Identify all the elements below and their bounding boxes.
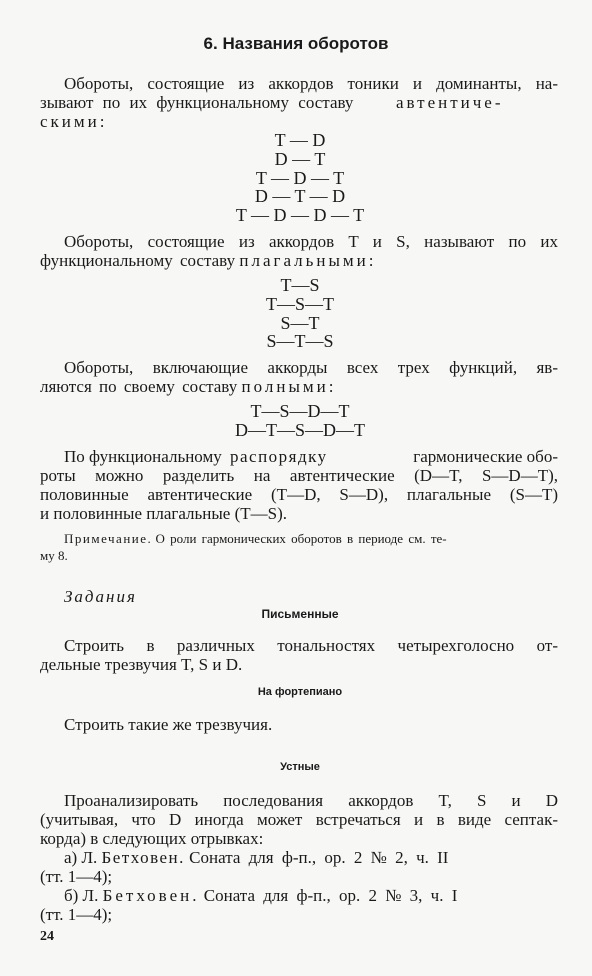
paragraph-authentic-line-2 <box>40 93 558 112</box>
piano-heading: На фортепиано <box>257 686 343 698</box>
oral-item-a-bars: (тт. 1—4); <box>40 867 113 886</box>
formula-plagal-1: T—S <box>280 275 320 295</box>
oral-item-a-prefix: а) Л. <box>64 848 98 867</box>
term-plagal: плагальными: <box>239 251 377 270</box>
formula-authentic-2: D — T <box>274 149 326 169</box>
note-text: О роли гармонических оборотов в периоде см. те- <box>155 531 447 546</box>
tasks-heading: Задания <box>64 587 137 606</box>
formula-authentic-1: T — D <box>274 130 326 150</box>
written-line-2: дельные трезвучия T, S и D. <box>40 655 243 674</box>
paragraph-full-line-2 <box>40 377 336 396</box>
oral-line-1: Проанализировать последования аккордов T, S и D <box>64 791 558 810</box>
page-number: 24 <box>40 929 54 944</box>
paragraph-order-text-a: По функциональному <box>64 447 222 466</box>
paragraph-order-line-4: и половинные плагальные (T—S). <box>40 504 287 523</box>
paragraph-plagal-line-2 <box>40 251 377 270</box>
written-heading: Письменные <box>261 607 339 621</box>
paragraph-order-line-3: половинные автентические (T—D, S—D), плагальные (S—T) <box>40 485 558 504</box>
oral-line-3: корда) в следующих отрывках: <box>40 829 264 848</box>
oral-heading: Устные <box>280 761 320 773</box>
oral-item-b-composer: Бетховен. <box>102 886 200 905</box>
oral-item-a <box>64 848 558 867</box>
paragraph-full-text: ляются по своему составу <box>40 377 238 396</box>
term-authentic: автентиче- <box>396 93 504 112</box>
paragraph-authentic-line-1: Обороты, состоящие из аккордов тоники и доминанты, на- <box>64 74 558 93</box>
piano-line-1: Строить такие же трезвучия. <box>64 715 273 734</box>
note-line-1 <box>64 531 558 547</box>
formula-plagal-4: S—T—S <box>266 331 334 351</box>
formula-full-1: T—S—D—T <box>250 401 350 421</box>
formula-full-2: D—T—S—D—T <box>235 420 365 440</box>
term-full: полными: <box>241 377 337 396</box>
formula-authentic-3: T — D — T <box>255 168 345 188</box>
oral-line-2: (учитывая, что D иногда может встречаться и в виде септак- <box>40 810 558 829</box>
oral-item-a-work: Соната для ф-п., ор. 2 № 2, ч. II <box>189 848 449 867</box>
written-line-1: Строить в различных тональностях четырехголосно от- <box>64 636 558 655</box>
formula-authentic-4: D — T — D <box>254 186 346 206</box>
oral-item-a-composer: Бетховен. <box>101 848 185 867</box>
paragraph-order-line-2: роты можно разделить на автентические (D—T, S—D—T), <box>40 466 558 485</box>
note-label: Примечание. <box>64 531 153 546</box>
formula-plagal-2: T—S—T <box>265 294 334 314</box>
oral-item-b-bars: (тт. 1—4); <box>40 905 113 924</box>
paragraph-plagal-text: функциональному составу <box>40 251 236 270</box>
oral-item-b <box>64 886 558 905</box>
oral-item-b-prefix: б) Л. <box>64 886 99 905</box>
note-line-2: му 8. <box>40 548 68 563</box>
paragraph-full-line-1: Обороты, включающие аккорды всех трех функций, яв- <box>64 358 558 377</box>
paragraph-plagal-line-1: Обороты, состоящие из аккордов T и S, называют по их <box>64 232 558 251</box>
term-authentic-end: скими: <box>40 112 108 131</box>
section-title: 6. Названия оборотов <box>203 34 389 53</box>
paragraph-order-text-c: гармонические обо- <box>413 447 558 466</box>
formula-authentic-5: T — D — D — T <box>235 205 365 225</box>
term-order: распорядку <box>229 447 328 466</box>
paragraph-order-line-1 <box>64 447 558 466</box>
oral-item-b-work: Соната для ф-п., ор. 2 № 3, ч. I <box>203 886 458 905</box>
formula-plagal-3: S—T <box>280 313 320 333</box>
paragraph-authentic-text: зывают по их функциональному составу <box>40 93 354 112</box>
